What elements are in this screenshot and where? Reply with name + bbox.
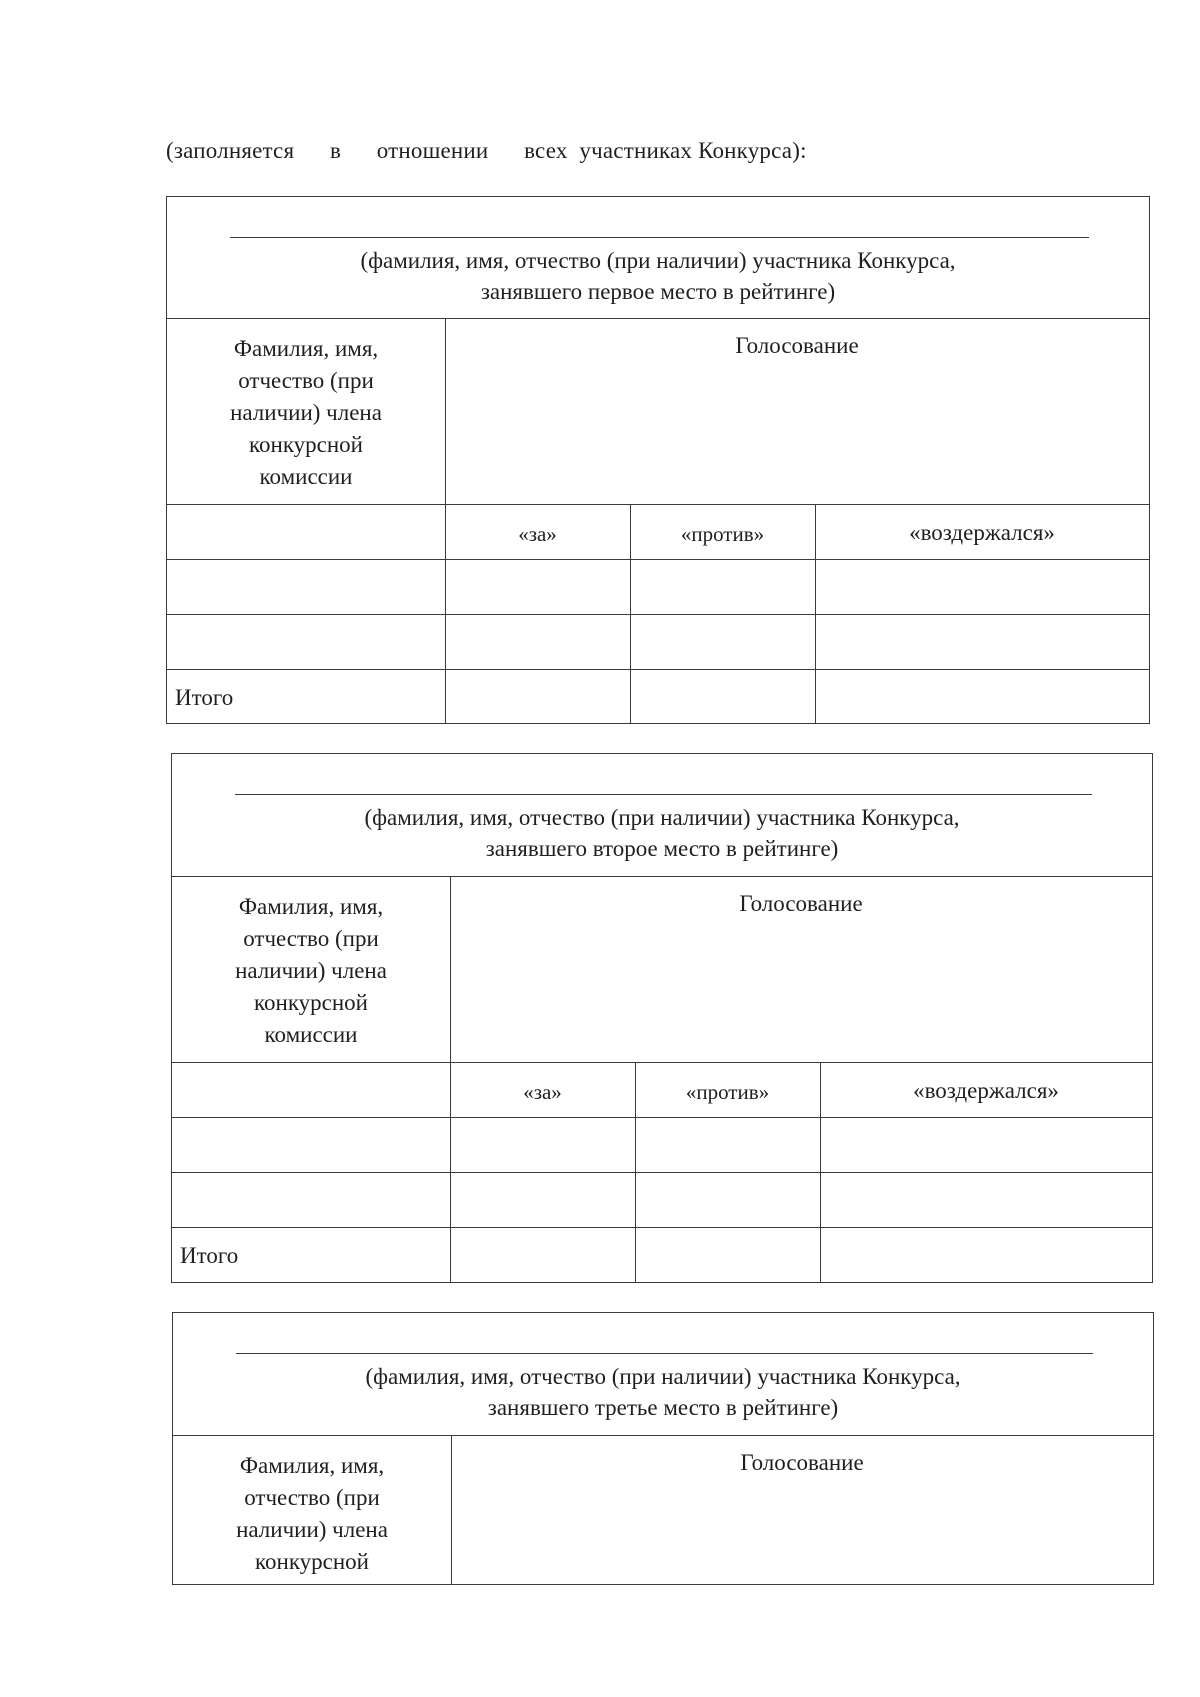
participant-name-blank[interactable]	[230, 237, 1089, 238]
member-name-column-header: Фамилия, имя, отчество (при наличии) члена конкурсной комиссии	[230, 336, 382, 489]
member-row[interactable]	[167, 559, 1149, 614]
total-label: Итого	[175, 685, 234, 710]
member-row[interactable]	[172, 1117, 1152, 1172]
member-name-column-header: Фамилия, имя, отчество (при наличии) члена конкурсной	[236, 1453, 388, 1574]
member-row[interactable]	[172, 1172, 1152, 1227]
participant-caption: (фамилия, имя, отчество (при наличии) участника Конкурса, занявшего первое место в рейтинге)	[360, 248, 956, 304]
voting-title: Голосование	[740, 1450, 864, 1475]
column-for: «за»	[518, 522, 557, 546]
column-against: «против»	[680, 522, 765, 546]
total-label: Итого	[180, 1243, 239, 1268]
participant-header	[167, 197, 1149, 319]
participant-header	[173, 1313, 1153, 1436]
member-name-column-header: Фамилия, имя, отчество (при наличии) члена конкурсной комиссии	[235, 894, 387, 1047]
column-abstain: «воздержался»	[909, 520, 1055, 545]
member-row[interactable]	[167, 614, 1149, 669]
voting-table-second-place	[171, 753, 1153, 1283]
voting-table-first-place	[166, 196, 1150, 724]
participant-caption: (фамилия, имя, отчество (при наличии) участника Конкурса, занявшего второе место в рейтинге)	[364, 805, 960, 861]
intro-text: (заполняется в отношении всех участниках Конкурса):	[166, 138, 807, 163]
column-for: «за»	[523, 1080, 562, 1104]
column-abstain: «воздержался»	[913, 1078, 1059, 1103]
participant-name-blank[interactable]	[236, 1353, 1093, 1354]
participant-header	[172, 754, 1152, 877]
voting-title: Голосование	[735, 333, 859, 358]
participant-caption: (фамилия, имя, отчество (при наличии) участника Конкурса, занявшего третье место в рейтинге)	[365, 1364, 961, 1420]
voting-title: Голосование	[739, 891, 863, 916]
voting-table-third-place	[172, 1312, 1154, 1585]
participant-name-blank[interactable]	[235, 794, 1092, 795]
column-against: «против»	[685, 1080, 770, 1104]
